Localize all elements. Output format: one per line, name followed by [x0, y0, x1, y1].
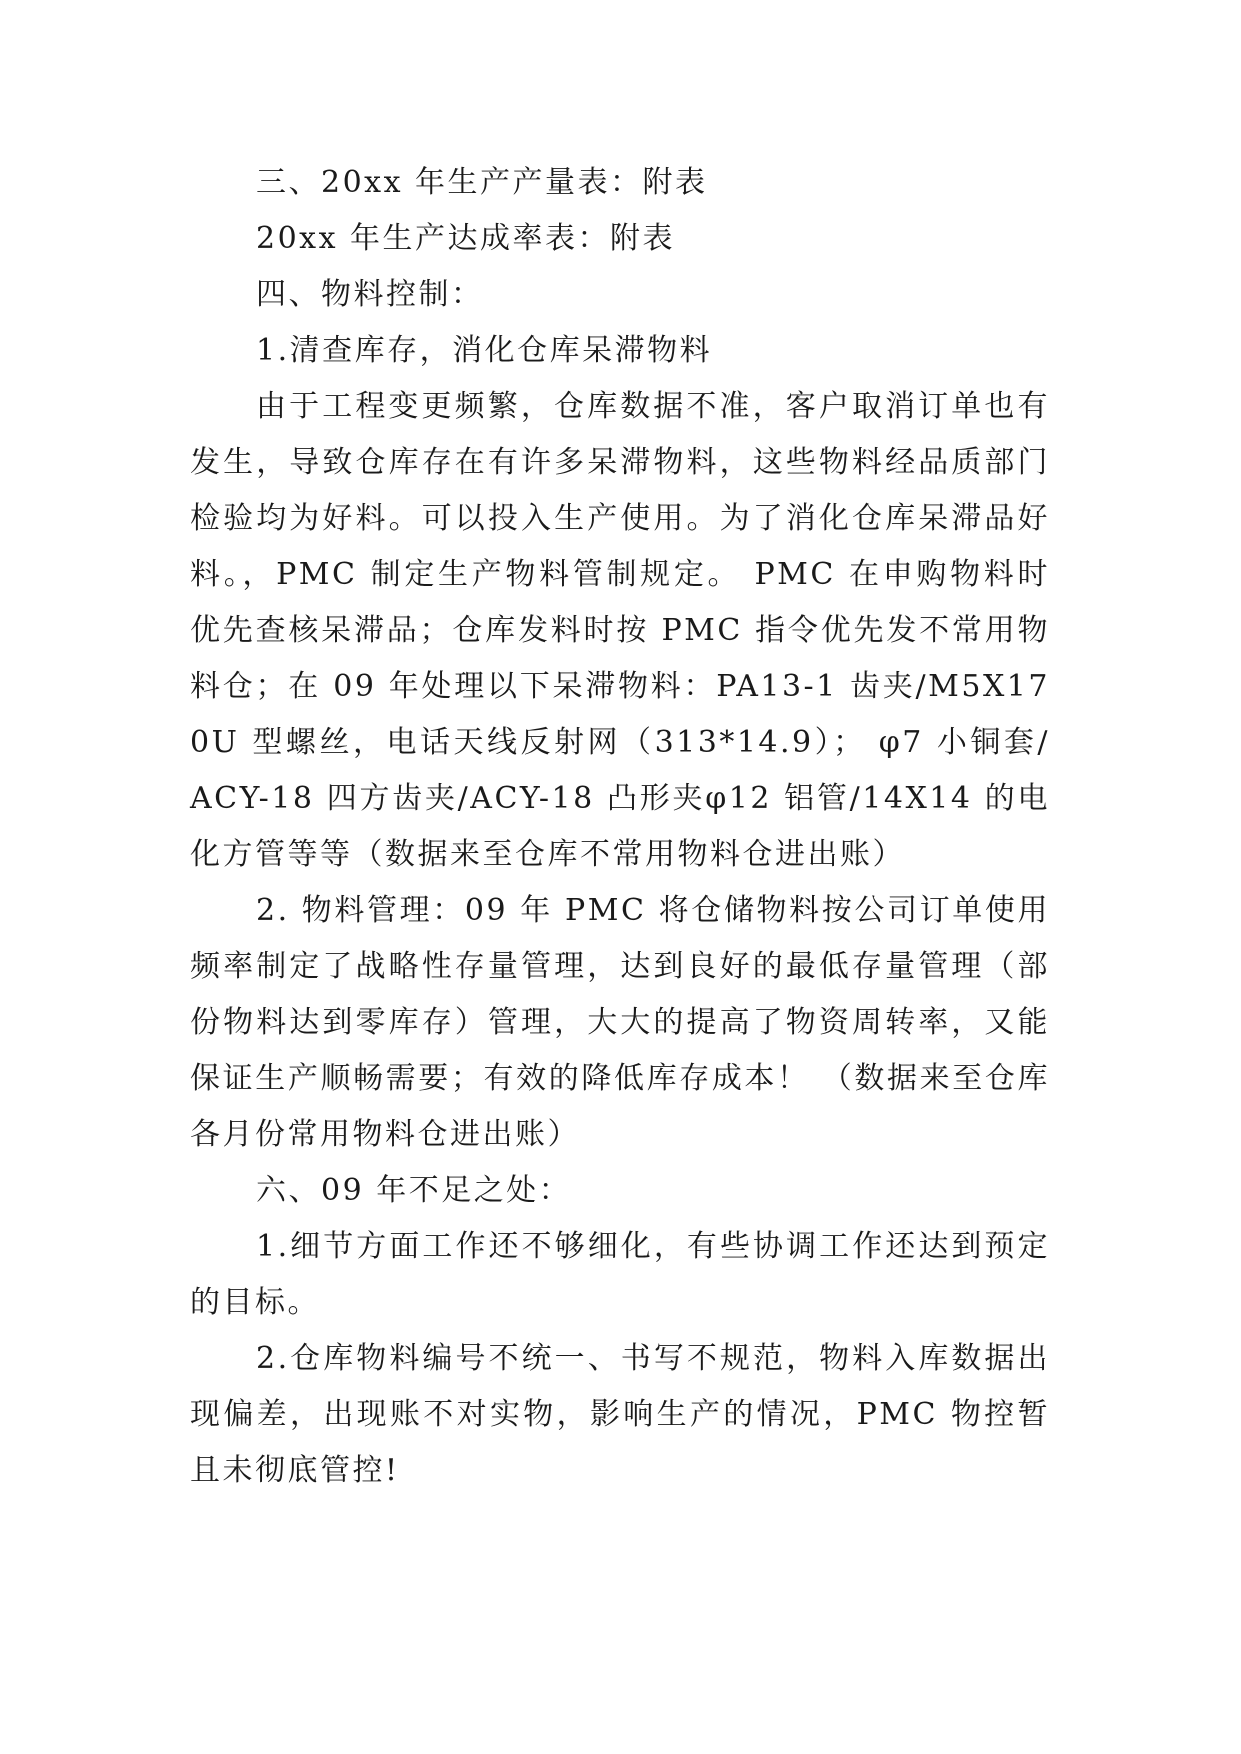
paragraph-achievement-rate: 20xx 年生产达成率表：附表 — [256, 221, 676, 256]
paragraph-material-management: 2. 物料管理：09 年 PMC 将仓储物料按公司订单使用频率制定了战略性存量管理，达到良好的最低存量管理（部份物料达到零库存）管理，大大的提高了物资周转率，又能保证生产顺畅需要；有效的降低库存成本！ （数据来至仓库各月份常用物料仓进出账） — [190, 893, 1050, 1152]
section-heading-material-control: 四、物料控制： — [256, 277, 484, 312]
paragraph-shortcoming-1: 1.细节方面工作还不够细化，有些协调工作还达到预定的目标。 — [190, 1229, 1050, 1320]
paragraph-production-output: 三、20xx 年生产产量表：附表 — [256, 165, 708, 200]
section-heading-shortcomings: 六、09 年不足之处： — [256, 1173, 572, 1208]
paragraph-idle-materials: 由于工程变更频繁，仓库数据不准，客户取消订单也有发生，导致仓库存在有许多呆滞物料，这些物料经品质部门检验均为好料。可以投入生产使用。为了消化仓库呆滞品好料。，PMC 制定生产物料管制规定。 PMC 在申购物料时优先查核呆滞品；仓库发料时按 PMC 指令优先发不常用物料仓；在 09 年处理以下呆滞物料：PA13-1 齿夹/M5X170U 型螺丝，电话天线反射网（313*14.9）； φ7 小铜套/ACY-18 四方齿夹/ACY-18 凸形夹φ12 铝管/14X14 的电化方管等等（数据来至仓库不常用物料仓进出账） — [190, 389, 1050, 872]
document-body — [190, 155, 1050, 1499]
subheading-inventory-check: 1.清查库存，消化仓库呆滞物料 — [256, 333, 713, 368]
paragraph-shortcoming-2: 2.仓库物料编号不统一、书写不规范，物料入库数据出现偏差，出现账不对实物，影响生产的情况，PMC 物控暂且未彻底管控! — [190, 1341, 1050, 1488]
